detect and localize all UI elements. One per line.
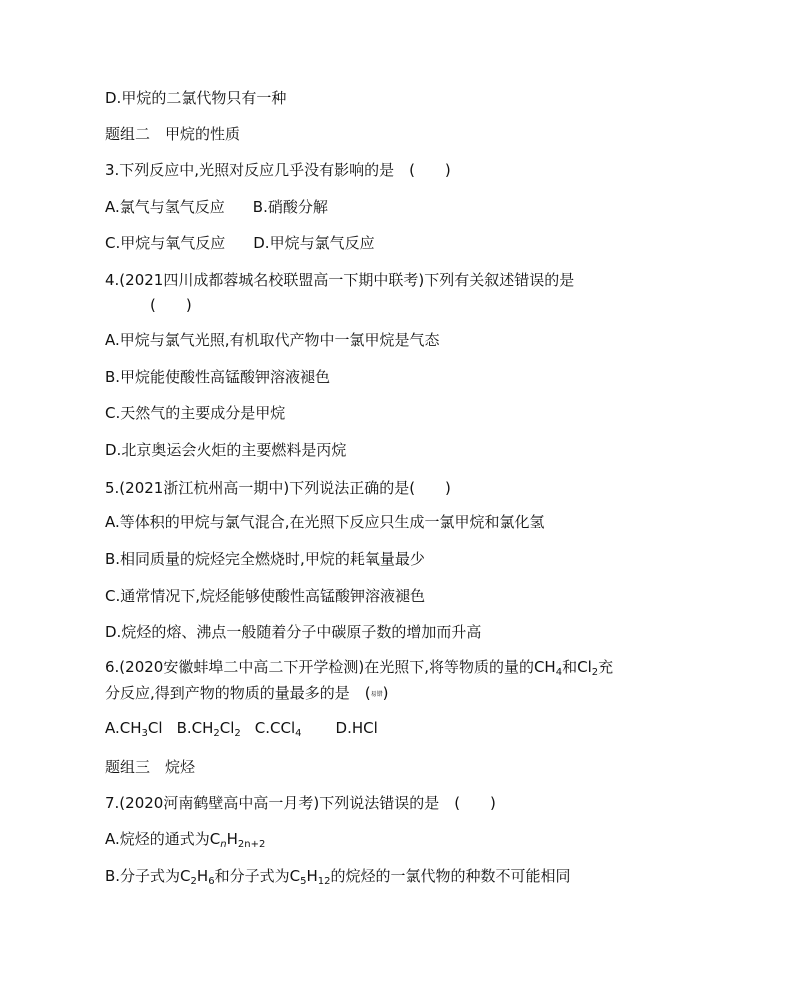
q7-b-sub-3: 5 (300, 876, 307, 887)
q7-option-a (105, 829, 265, 849)
question-3-options-cd (105, 233, 375, 253)
question-4-bracket: ( ) (150, 296, 192, 314)
q4-option-d: D.北京奥运会火炬的主要燃料是丙烷 (105, 441, 347, 459)
q6-sub-2: 2 (591, 667, 599, 678)
q6-c-sub: 4 (295, 728, 302, 739)
q6-text-5: ) (382, 684, 389, 702)
q5-option-c: C.通常情况下,烷烃能够使酸性高锰酸钾溶液褪色 (105, 587, 426, 605)
q4-option-c: C.天然气的主要成分是甲烷 (105, 404, 286, 422)
q7-a-2: H (226, 830, 238, 848)
q4-option-b: B.甲烷能使酸性高锰酸钾溶液褪色 (105, 368, 331, 386)
q6-text-2: 和Cl (562, 658, 592, 676)
q6-a-sub: 3 (141, 728, 148, 739)
error-prone-tag: 易错 (370, 691, 383, 698)
q6-text-3: 充 (598, 658, 614, 676)
option-d-q2: D.甲烷的二氯代物只有一种 (105, 89, 287, 107)
q6-b-1: B.CH (176, 719, 214, 737)
question-3-options-ab (105, 197, 328, 217)
q7-b-sub-2: 6 (208, 876, 215, 887)
q6-b-sub-2: 2 (234, 728, 241, 739)
q7-a-sub-1: n (220, 839, 227, 850)
question-3-stem: 3.下列反应中,光照对反应几乎没有影响的是 ( ) (105, 161, 451, 179)
q7-b-2: H (196, 867, 209, 885)
question-5-stem: 5.(2021浙江杭州高一期中)下列说法正确的是( ) (105, 479, 451, 497)
q7-b-3: 和分子式为C (214, 867, 301, 885)
q7-b-sub-4: 12 (317, 876, 331, 887)
q7-b-sub-1: 2 (190, 876, 197, 887)
question-6-stem-line1 (105, 657, 613, 677)
question-4-stem: 4.(2021四川成都蓉城名校联盟高一下期中联考)下列有关叙述错误的是 (105, 271, 575, 289)
q5-option-b: B.相同质量的烷烃完全燃烧时,甲烷的耗氧量最少 (105, 550, 425, 568)
section-heading-2: 题组二 甲烷的性质 (105, 125, 241, 143)
q7-b-5: 的烷烃的一氯代物的种数不可能相同 (330, 867, 571, 885)
q3-option-d: D.甲烷与氯气反应 (253, 234, 375, 252)
q7-b-4: H (306, 867, 318, 885)
q6-sub-1: 4 (555, 667, 563, 678)
question-7-stem: 7.(2020河南鹤壁高中高一月考)下列说法错误的是 ( ) (105, 794, 496, 812)
section-heading-3: 题组三 烷烃 (105, 758, 196, 776)
question-6-stem-line2 (105, 683, 389, 705)
q5-option-a: A.等体积的甲烷与氯气混合,在光照下反应只生成一氯甲烷和氯化氢 (105, 513, 545, 531)
q7-a-sub-2: 2n+2 (237, 839, 266, 850)
q7-a-1: A.烷烃的通式为C (105, 830, 221, 848)
q6-b-2: Cl (219, 719, 235, 737)
q7-b-1: B.分子式为C (105, 867, 191, 885)
q7-option-b (105, 866, 570, 886)
q6-text-4: 分反应,得到产物的物质的量最多的是 ( (105, 684, 371, 702)
q3-option-b: B.硝酸分解 (252, 198, 328, 216)
q6-a-2: Cl (147, 719, 163, 737)
q3-option-a: A.氯气与氢气反应 (105, 198, 225, 216)
question-6-options (105, 718, 378, 738)
q6-a-1: A.CH (105, 719, 142, 737)
q6-text-1: 6.(2020安徽蚌埠二中高二下开学检测)在光照下,将等物质的量的CH (105, 658, 556, 676)
q5-option-d: D.烷烃的熔、沸点一般随着分子中碳原子数的增加而升高 (105, 623, 482, 641)
q6-b-sub-1: 2 (213, 728, 220, 739)
q6-c-1: C.CCl (254, 719, 296, 737)
q6-d: D.HCl (335, 719, 378, 737)
q3-option-c: C.甲烷与氧气反应 (105, 234, 226, 252)
q4-option-a: A.甲烷与氯气光照,有机取代产物中一氯甲烷是气态 (105, 331, 440, 349)
